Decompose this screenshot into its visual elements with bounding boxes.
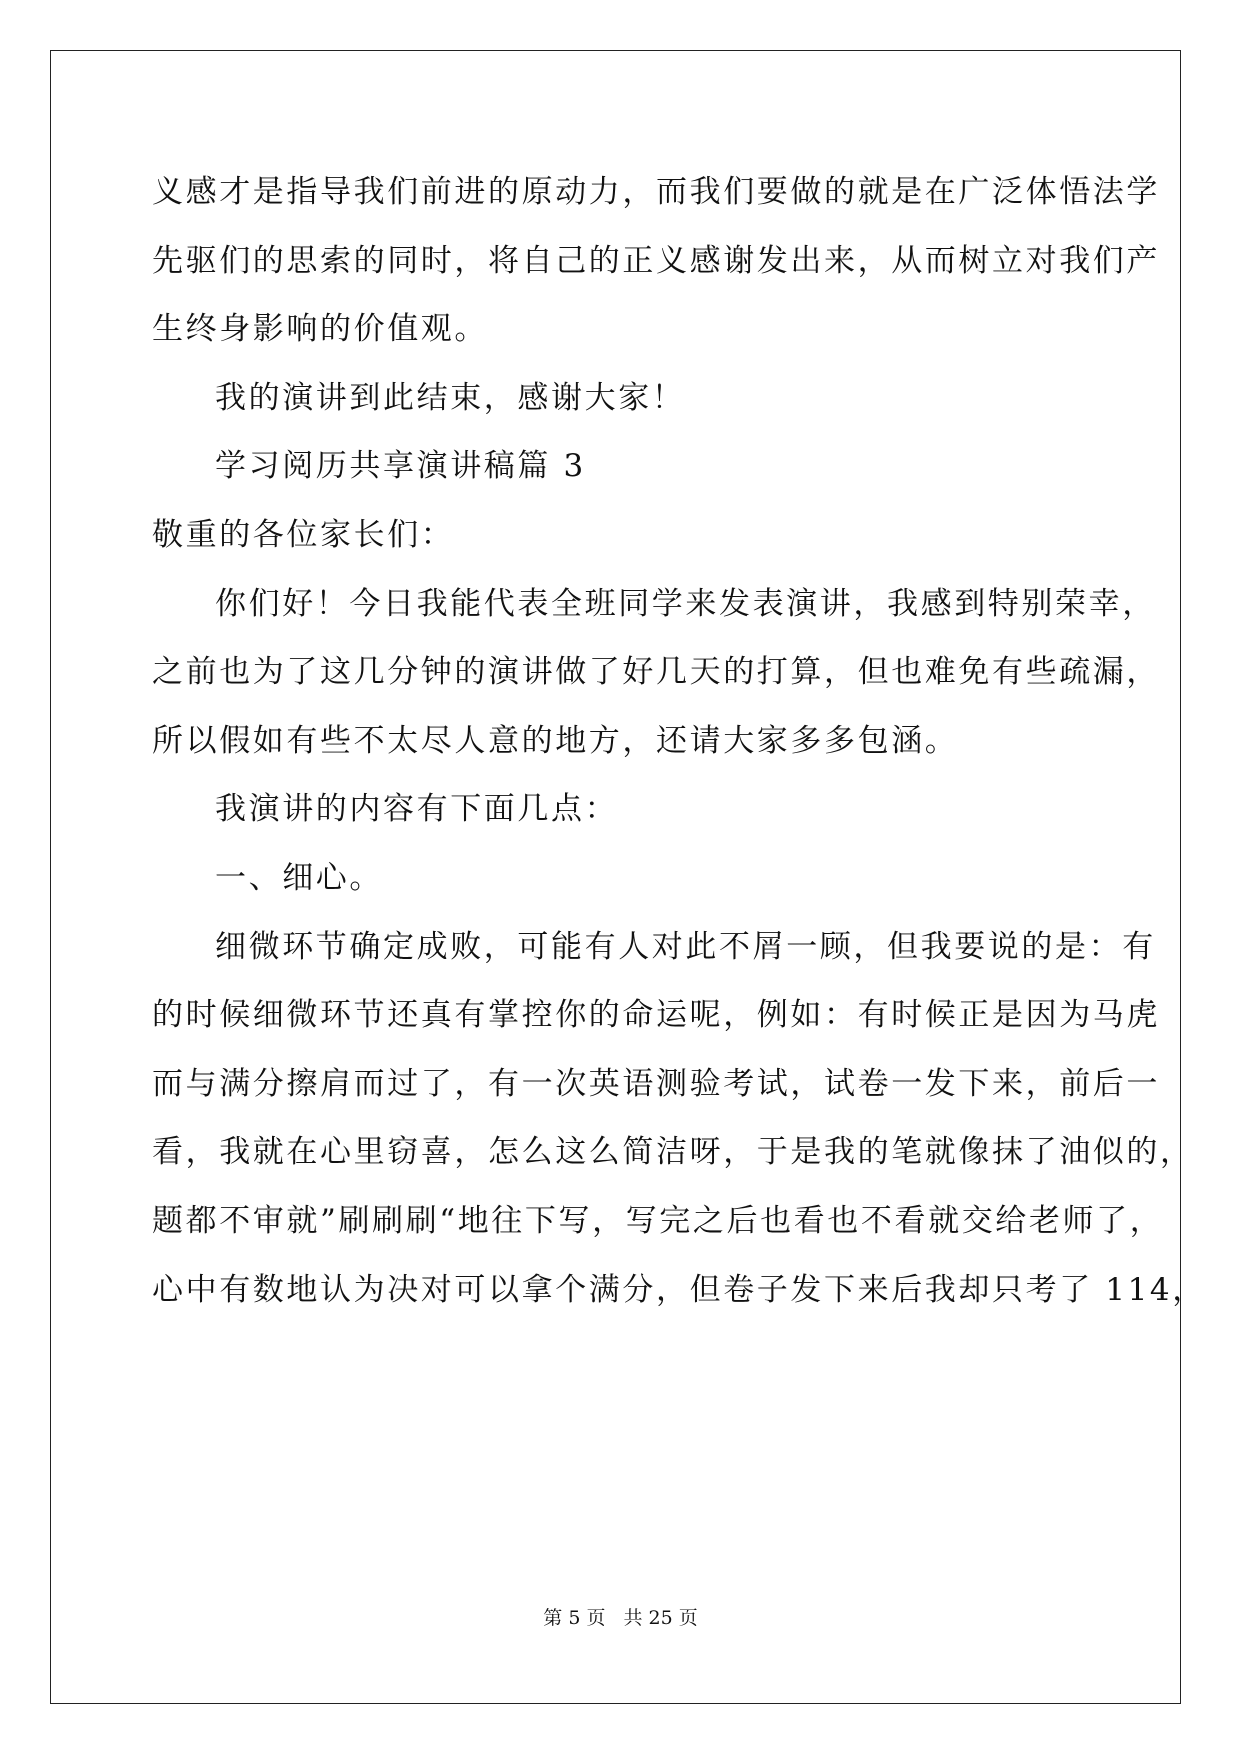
- text-line: 我的演讲到此结束，感谢大家！: [215, 379, 686, 416]
- text-line: 生终身影响的价值观。: [152, 311, 488, 348]
- salutation: 敬重的各位家长们：: [152, 516, 455, 553]
- text-line: 义感才是指导我们前进的原动力，而我们要做的就是在广泛体悟法学: [152, 174, 1160, 210]
- text-line: 我演讲的内容有下面几点：: [215, 791, 619, 828]
- text-line: 看，我就在心里窃喜，怎么这么简洁呀，于是我的笔就像抹了油似的，: [152, 1134, 1194, 1171]
- page-footer: [0, 1606, 1241, 1630]
- text-line: 而与满分擦肩而过了，有一次英语测验考试，试卷一发下来，前后一: [152, 1065, 1160, 1102]
- text-line: 心中有数地认为决对可以拿个满分，但卷子发下来后我却只考了 114，: [152, 1271, 1206, 1308]
- list-item-heading: 一、细心。: [215, 859, 383, 896]
- text-line: 你们好！今日我能代表全班同学来发表演讲，我感到特别荣幸，: [215, 585, 1156, 622]
- page-total: 共 25 页: [623, 1607, 698, 1629]
- text-line: 细微环节确定成败，可能有人对此不屑一顾，但我要说的是：有: [215, 928, 1156, 965]
- text-line: 的时候细微环节还真有掌控你的命运呢，例如：有时候正是因为马虎: [152, 997, 1160, 1034]
- section-heading: 学习阅历共享演讲稿篇 3: [215, 448, 586, 485]
- text-line: 题都不审就”刷刷刷“地往下写，写完之后也看也不看就交给老师了，: [152, 1202, 1164, 1239]
- text-line: 之前也为了这几分钟的演讲做了好几天的打算，但也难免有些疏漏，: [152, 654, 1160, 691]
- text-line: 所以假如有些不太尽人意的地方，还请大家多多包涵。: [152, 722, 959, 759]
- text-line: 先驱们的思索的同时，将自己的正义感谢发出来，从而树立对我们产: [152, 242, 1160, 279]
- page-number: 第 5 页: [543, 1607, 606, 1629]
- document-body: [152, 160, 1206, 1326]
